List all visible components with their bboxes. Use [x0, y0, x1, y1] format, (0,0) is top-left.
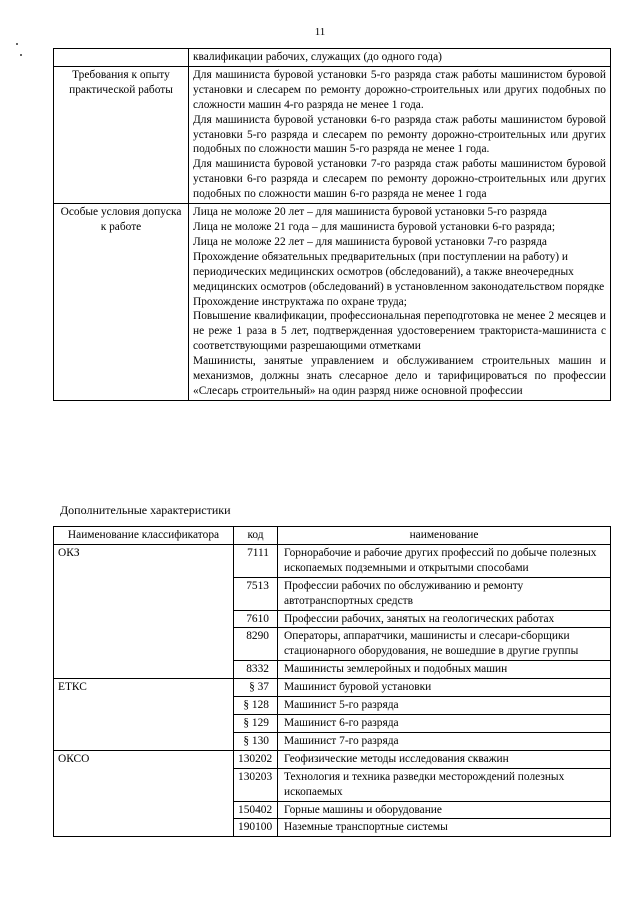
classifier-cell — [54, 801, 234, 819]
experience-paragraph: Для машиниста буровой установки 6-го разряда стаж работы машинистом буровой установки 5-го разряда и слесарем по ремонту дорожно-строительных или других подобных по сложности машин 5-го разряда не менее 1 года. — [193, 113, 606, 156]
section-heading: Дополнительные характеристики — [60, 503, 231, 517]
header-name: наименование — [278, 527, 611, 545]
table-row — [54, 679, 611, 697]
classifier-cell — [54, 661, 234, 679]
code-cell: 8290 — [234, 628, 278, 661]
experience-paragraph: Для машиниста буровой установки 5-го разряда стаж работы машинистом буровой установки и слесарем по ремонту дорожно-строительных или других подобных по сложности машин 4-го разряда не менее 1 года. — [193, 68, 606, 111]
table-row — [54, 544, 611, 577]
table-row — [54, 819, 611, 837]
code-cell: 7513 — [234, 577, 278, 610]
admission-paragraph: Прохождение инструктажа по охране труда; — [193, 295, 407, 308]
table-row — [54, 801, 611, 819]
classifier-name: ОКСО — [54, 750, 234, 768]
code-cell: 8332 — [234, 661, 278, 679]
requirements-table — [53, 48, 611, 401]
code-cell: § 37 — [234, 679, 278, 697]
name-cell: Геофизические методы исследования скважин — [278, 750, 611, 768]
table-row — [54, 732, 611, 750]
training-continuation-cell: квалификации рабочих, служащих (до одного года) — [189, 49, 611, 67]
classifier-table — [53, 526, 611, 837]
admission-label: Особые условия допуска к работе — [54, 204, 189, 401]
name-cell: Операторы, аппаратчики, машинисты и слесари-сборщики стационарного оборудования, не вошедшие в другие группы — [278, 628, 611, 661]
classifier-cell — [54, 819, 234, 837]
table-row — [54, 49, 611, 67]
admission-paragraph: Лица не моложе 20 лет – для машиниста буровой установки 5-го разряда — [193, 206, 547, 219]
code-cell: 7111 — [234, 544, 278, 577]
name-cell: Технология и техника разведки месторождений полезных ископаемых — [278, 768, 611, 801]
table-row — [54, 628, 611, 661]
code-cell: § 129 — [234, 714, 278, 732]
name-cell: Наземные транспортные системы — [278, 819, 611, 837]
code-cell: § 128 — [234, 697, 278, 715]
page-number: 11 — [314, 26, 326, 38]
table-header-row — [54, 527, 611, 545]
admission-paragraph: Повышение квалификации, профессиональная переподготовка не менее 2 месяцев и не реже 1 раза в 5 лет, подтвержденная удостоверением тракториста-машиниста с соответствующими разрешающими отметками — [193, 310, 606, 353]
name-cell: Профессии рабочих по обслуживанию и ремонту автотранспортных средств — [278, 577, 611, 610]
name-cell: Машинист 5-го разряда — [278, 697, 611, 715]
table-row — [54, 577, 611, 610]
header-classifier: Наименование классификатора — [54, 527, 234, 545]
admission-paragraph: Лица не моложе 22 лет – для машиниста буровой установки 7-го разряда — [193, 235, 547, 248]
admission-paragraph: Прохождение обязательных предварительных (при поступлении на работу) и периодических медицинских осмотров (обследований), а также внеочередных медицинских осмотров (обследований) в установленном законодательством порядке — [193, 250, 605, 293]
name-cell: Профессии рабочих, занятых на геологических работах — [278, 610, 611, 628]
admission-paragraph: Лица не моложе 21 года – для машиниста буровой установки 6-го разряда; — [193, 220, 555, 233]
table-row — [54, 697, 611, 715]
table-row — [54, 750, 611, 768]
code-cell: 150402 — [234, 801, 278, 819]
classifier-name: ЕТКС — [54, 679, 234, 697]
classifier-cell — [54, 610, 234, 628]
name-cell: Горнорабочие и рабочие других профессий по добыче полезных ископаемых подземными и открытыми способами — [278, 544, 611, 577]
table-row — [54, 661, 611, 679]
code-cell: 130203 — [234, 768, 278, 801]
code-cell: 7610 — [234, 610, 278, 628]
table-row — [54, 610, 611, 628]
table-row — [54, 204, 611, 401]
code-cell: 190100 — [234, 819, 278, 837]
classifier-cell — [54, 732, 234, 750]
name-cell: Машинисты землеройных и подобных машин — [278, 661, 611, 679]
experience-label: Требования к опыту практической работы — [54, 66, 189, 203]
header-code: код — [234, 527, 278, 545]
classifier-cell — [54, 768, 234, 801]
name-cell: Машинист 7-го разряда — [278, 732, 611, 750]
table-row — [54, 768, 611, 801]
table-row — [54, 714, 611, 732]
scan-speck — [16, 43, 18, 45]
name-cell: Машинист 6-го разряда — [278, 714, 611, 732]
admission-paragraph: Машинисты, занятые управлением и обслуживанием строительных машин и механизмов, должны знать слесарное дело и тарифицироваться по профессии «Слесарь строительный» на один разряд ниже основной профессии — [193, 355, 606, 397]
table-row — [54, 66, 611, 203]
name-cell: Горные машины и оборудование — [278, 801, 611, 819]
code-cell: 130202 — [234, 750, 278, 768]
code-cell: § 130 — [234, 732, 278, 750]
classifier-cell — [54, 697, 234, 715]
name-cell: Машинист буровой установки — [278, 679, 611, 697]
scan-speck — [20, 54, 22, 56]
classifier-cell — [54, 577, 234, 610]
classifier-name: ОКЗ — [54, 544, 234, 577]
classifier-cell — [54, 714, 234, 732]
classifier-cell — [54, 628, 234, 661]
experience-cell — [189, 66, 611, 203]
admission-cell — [189, 204, 611, 401]
experience-paragraph: Для машиниста буровой установки 7-го разряда стаж работы машинистом буровой установки 6-го разряда и слесарем по ремонту дорожно-строительных или других подобных по сложности машин 6-го разряда не менее 1 года — [193, 158, 606, 201]
